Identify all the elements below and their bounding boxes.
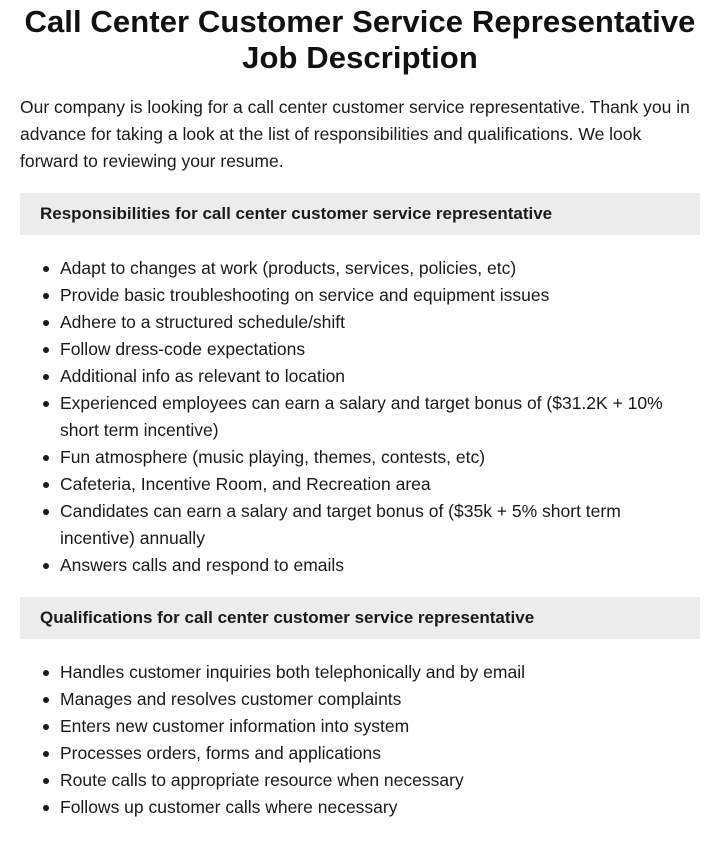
list-item: Provide basic troubleshooting on service and equipment issues xyxy=(60,282,700,309)
list-item: Answers calls and respond to emails xyxy=(60,552,700,579)
list-item: Enters new customer information into system xyxy=(60,713,700,740)
list-item: Processes orders, forms and applications xyxy=(60,740,700,767)
list-item: Cafeteria, Incentive Room, and Recreation area xyxy=(60,471,700,498)
list-item: Experienced employees can earn a salary and target bonus of ($31.2K + 10% short term incentive) xyxy=(60,390,700,444)
list-item: Adapt to changes at work (products, services, policies, etc) xyxy=(60,255,700,282)
list-item: Manages and resolves customer complaints xyxy=(60,686,700,713)
intro-paragraph: Our company is looking for a call center customer service representative. Thank you in advance for taking a look at the list of responsibilities and qualifications. We look forward to reviewing your resume. xyxy=(20,97,690,171)
responsibilities-list xyxy=(20,255,700,579)
list-item: Fun atmosphere (music playing, themes, contests, etc) xyxy=(60,444,700,471)
qualifications-list xyxy=(20,659,700,821)
list-item: Handles customer inquiries both telephonically and by email xyxy=(60,659,700,686)
qualifications-heading: Qualifications for call center customer service representative xyxy=(20,597,700,639)
list-item: Follows up customer calls where necessary xyxy=(60,794,700,821)
page-title: Call Center Customer Service Representative Job Description xyxy=(24,4,696,75)
list-item: Candidates can earn a salary and target bonus of ($35k + 5% short term incentive) annually xyxy=(60,498,700,552)
list-item: Route calls to appropriate resource when necessary xyxy=(60,767,700,794)
list-item: Follow dress-code expectations xyxy=(60,336,700,363)
list-item: Additional info as relevant to location xyxy=(60,363,700,390)
responsibilities-heading: Responsibilities for call center customer service representative xyxy=(20,193,700,235)
list-item: Adhere to a structured schedule/shift xyxy=(60,309,700,336)
